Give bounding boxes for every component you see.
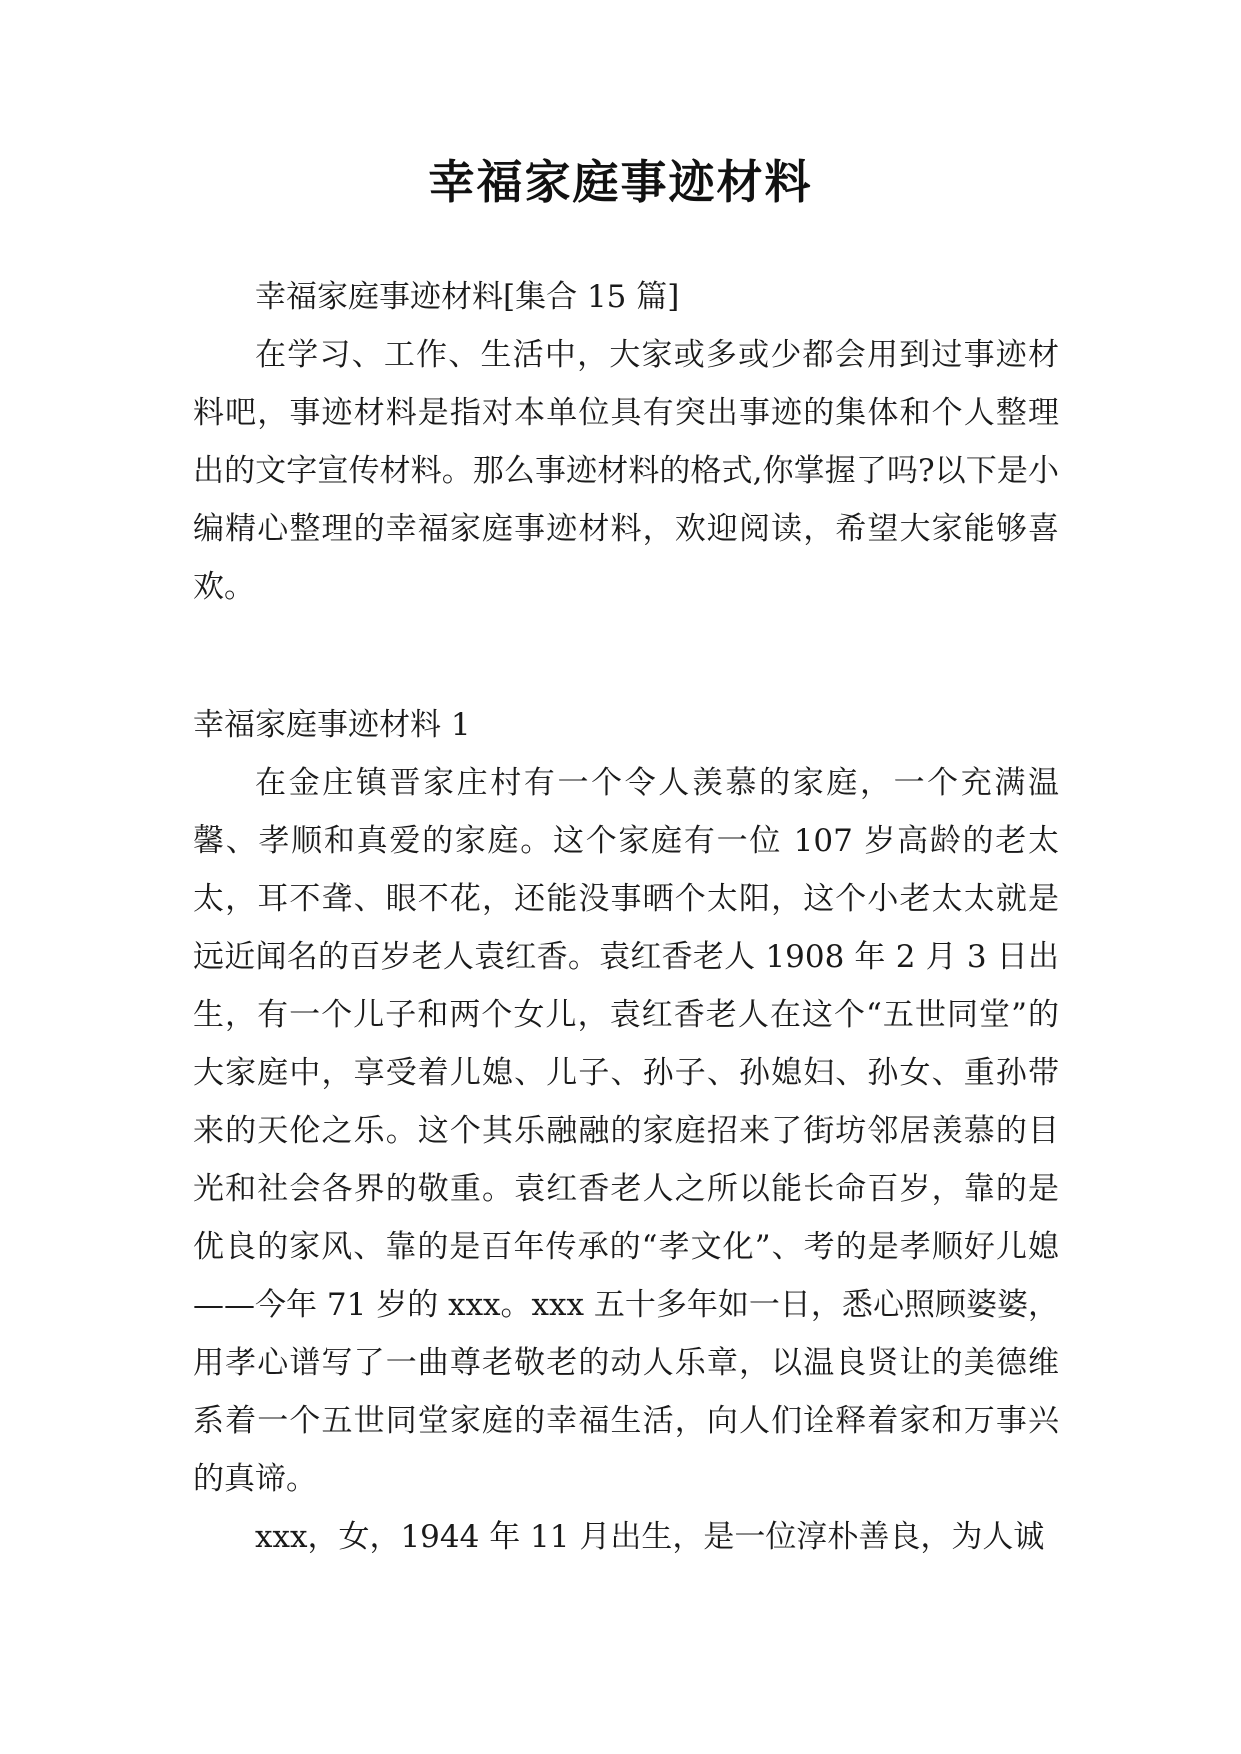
- section-heading: 幸福家庭事迹材料 1: [193, 707, 471, 743]
- section-1: [193, 696, 1059, 1566]
- document-title: 幸福家庭事迹材料: [428, 155, 813, 209]
- intro-subtitle: 幸福家庭事迹材料[集合 15 篇]: [255, 279, 680, 315]
- section-paragraph-1: 在金庄镇晋家庄村有一个令人羡慕的家庭，一个充满温馨、孝顺和真爱的家庭。这个家庭有一位 107 岁高龄的老太太，耳不聋、眼不花，还能没事晒个太阳，这个小老太太就是远近闻名的百岁老人袁红香。袁红香老人 1908 年 2 月 3 日出生，有一个儿子和两个女儿，袁红香老人在这个“五世同堂”的大家庭中，享受着儿媳、儿子、孙子、孙媳妇、孙女、重孙带来的天伦之乐。这个其乐融融的家庭招来了街坊邻居羡慕的目光和社会各界的敬重。袁红香老人之所以能长命百岁，靠的是优良的家风、靠的是百年传承的“孝文化”、考的是孝顺好儿媳——今年 71 岁的 xxx。xxx 五十多年如一日，悉心照顾婆婆，用孝心谱写了一曲尊老敬老的动人乐章，以温良贤让的美德维系着一个五世同堂家庭的幸福生活，向人们诠释着家和万事兴的真谛。: [193, 765, 1059, 1497]
- intro-paragraph: 在学习、工作、生活中，大家或多或少都会用到过事迹材料吧，事迹材料是指对本单位具有突出事迹的集体和个人整理出的文字宣传材料。那么事迹材料的格式,你掌握了吗?以下是小编精心整理的幸福家庭事迹材料，欢迎阅读，希望大家能够喜欢。: [193, 337, 1059, 605]
- intro-block: [193, 268, 1059, 616]
- section-paragraph-2: xxx，女，1944 年 11 月出生，是一位淳朴善良，为人诚: [255, 1519, 1045, 1555]
